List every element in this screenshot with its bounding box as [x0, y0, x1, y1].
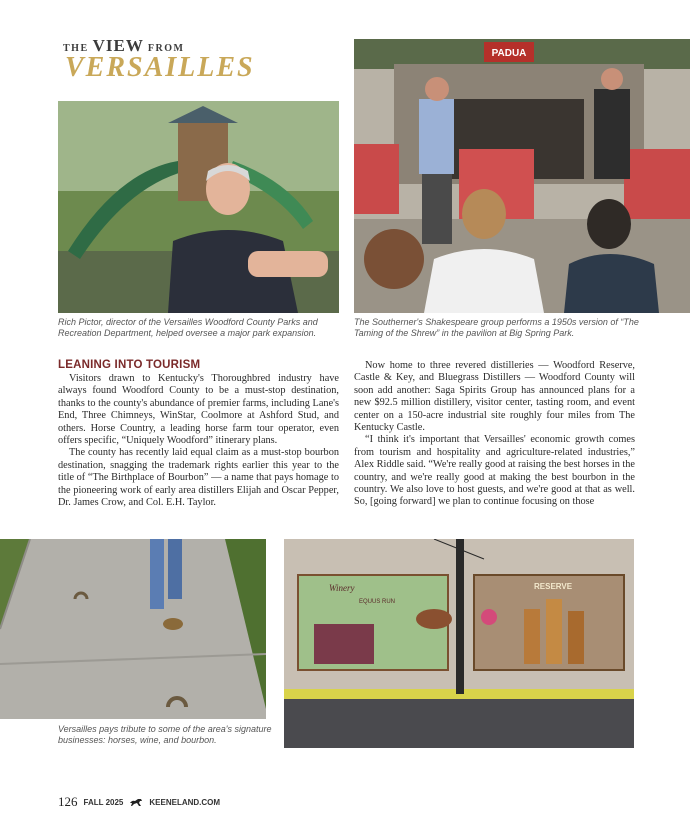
left-paragraph-2: The county has recently laid equal claim as a must-stop bourbon destination, snagging the trademark rights earlier this year to the title of “The Birthplace of Bourbon” — a name that pays homage to the pioneering work of early area distillers Elijah and Oscar Pepper, Dr. James Crow, and Col. E.H. Taylor.	[58, 447, 339, 509]
right-paragraph-1: Now home to three revered distilleries — Woodford Reserve, Castle & Key, and Bluegrass Distillers — Woodford County will soon add another: Saga Spirits Group has announced plans for a new $92.5 million distillery, visitor center, tasting room, and event center on a 150-acre industrial site roughly four miles from The Kentucky Castle.	[354, 360, 635, 434]
page-number: 126	[58, 794, 78, 809]
right-paragraph-2: “I think it's important that Versailles' economic growth comes from tourism and hospitality and agriculture-related industries,” Alex Riddle said. “We're really good at raising the best horses in the country, and we're really good at making the best bourbon in the country. We also love to host guests, and we're good at that as well. So, [going forward] we plan to continue focusing on those	[354, 434, 635, 508]
park-photo-caption: Rich Pictor, director of the Versailles Woodford County Parks and Recreation Department, helped oversee a major park expansion.	[58, 317, 318, 338]
issue-label: FALL 2025	[83, 797, 124, 807]
left-paragraph-1: Visitors drawn to Kentucky's Thoroughbred industry have always found Woodford County to be a must-stop destination, thanks to the county's abundance of premier farms, including Lane's End, Three Chimneys, WinStar, Coolmore at Ashford Stud, and others. Horse Country, a leading horse farm tour operator, even offers specific, “Uniquely Woodford” itinerary plans.	[58, 373, 339, 447]
kicker-the: THE	[63, 43, 89, 54]
kicker-from: FROM	[147, 43, 185, 54]
running-horse-icon	[129, 797, 143, 807]
kicker-view: VIEW	[92, 36, 144, 55]
sidewalk-photo-caption: Versailles pays tribute to some of the area's signature businesses: horses, wine, and bourbon.	[58, 724, 272, 745]
padua-sign: PADUA	[491, 48, 527, 59]
article-headline: LEANING INTO TOURISM	[58, 359, 201, 371]
section-masthead: VERSAILLES	[65, 52, 255, 83]
shakespeare-photo	[354, 39, 690, 313]
sidewalk-photo	[0, 539, 266, 719]
article-right-column	[354, 360, 635, 509]
mural-left-sub: EQUUS RUN	[359, 599, 396, 605]
page-footer	[58, 794, 220, 810]
site-url[interactable]: KEENELAND.COM	[149, 797, 221, 807]
article-left-column	[58, 373, 339, 509]
mural-photo	[284, 539, 634, 748]
mural-left-text: Winery	[329, 583, 355, 593]
shakespeare-photo-caption: The Southerner's Shakespeare group performs a 1950s version of “The Taming of the Shrew” in the pavilion at Big Spring Park.	[354, 317, 639, 338]
mural-right-text: RESERVE	[534, 582, 573, 591]
park-photo	[58, 101, 339, 313]
